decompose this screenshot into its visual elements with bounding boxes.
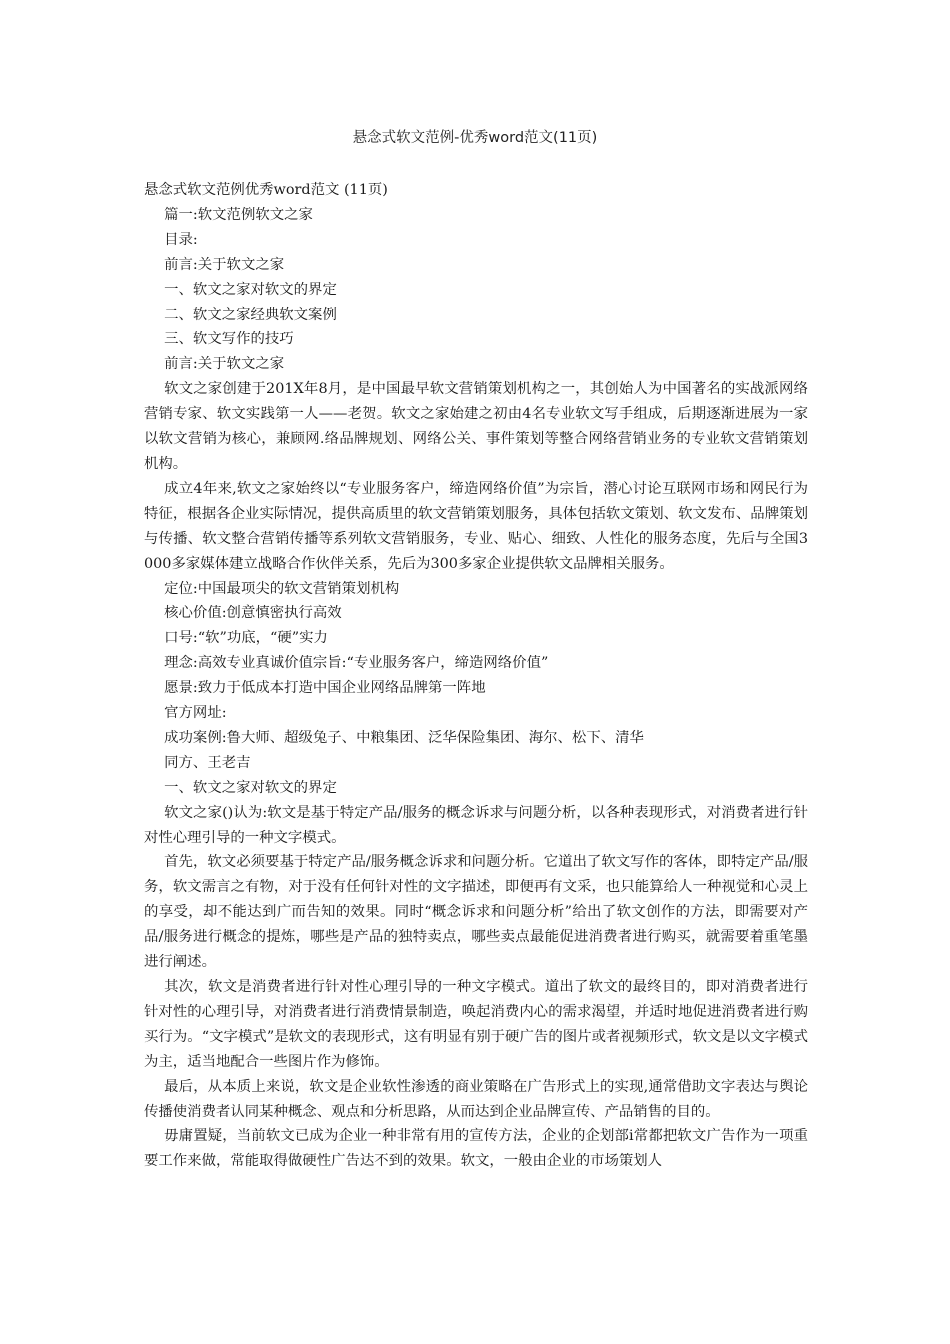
toc-item: 二、软文之家经典软文案例 [164, 306, 337, 323]
paragraph-toc-label: 目录: [164, 231, 198, 248]
paragraph-chapter: 篇一:软文范例软文之家 [164, 206, 313, 223]
paragraph: 成立4年来,软文之家始终以“专业服务客户，缔造网络价值”为宗旨，潜心讨论互联网市场和网民行为特征，根据各企业实际情况，提供高质里的软文营销策划服务，具体包括软文策划、软文发布、品牌策划与传播、软文整合营销传播等系列软文营销服务，专业、贴心、细致、人性化的服务态度，先后与全国3000多家媒体建立战略合作伙伴关系，先后为300多家企业提供软文品牌相关服务。 [144, 480, 808, 572]
section-heading: 一、软文之家对软文的界定 [164, 779, 337, 796]
paragraph: 毋庸置疑，当前软文已成为企业一种非常有用的宣传方法，企业的企划部i常都把软文广告作为一项重要工作来做，常能取得做硬性广告达不到的效果。软文，一般由企业的市场策划人 [144, 1128, 808, 1170]
paragraph: 同方、王老吉 [164, 754, 251, 771]
section-heading: 前言:关于软文之家 [164, 356, 285, 373]
paragraph: 口号:“软”功底，“硬”实力 [164, 630, 328, 647]
toc-item: 一、软文之家对软文的界定 [164, 281, 337, 298]
paragraph-heading: 悬念式软文范例优秀word范文 (11页) [144, 182, 388, 198]
toc-item: 前言:关于软文之家 [164, 256, 285, 273]
paragraph: 理念:高效专业真诚价值宗旨:“专业服务客户，缔造网络价值” [164, 655, 549, 672]
paragraph: 软文之家创建于201X年8月，是中国最早软文营销策划机构之一，其创始人为中国著名的实战派网络营销专家、软文实践第一人——老贺。软文之家始建之初由4名专业软文写手组成，后期逐渐进展为一家以软文营销为核心，兼顾网.络品牌规划、网络公关、事件策划等整合网络营销业务的专业软文营销策划机构。 [144, 381, 808, 472]
paragraph: 最后，从本质上来说，软文是企业软性渗透的商业策略在广告形式上的实现,通常借助文字表达与舆论传播使消费者认同某种概念、观点和分析思路，从而达到企业品牌宣传、产品销售的目的。 [144, 1078, 808, 1120]
document-title: 悬念式软文范例-优秀word范文(11页) [352, 130, 598, 146]
paragraph: 首先，软文必须要基于特定产品/服务概念诉求和问题分析。它道出了软文写作的客体，即特定产品/服务，软文需言之有物，对于没有任何针对性的文字描述，即便再有文采，也只能算给人一种视觉和心灵上的享受，却不能达到广而告知的效果。同时“概念诉求和问题分析”给出了软文创作的方法，即需要对产品/服务进行概念的提炼，哪些是产品的独特卖点，哪些卖点最能促进消费者进行购买，就需要着重笔墨进行阐述。 [144, 854, 808, 971]
toc-item: 三、软文写作的技巧 [164, 331, 294, 348]
document-body [144, 178, 808, 1174]
paragraph: 官方网址: [164, 705, 227, 722]
paragraph: 愿景:致力于低成本打造中国企业网络品牌第一阵地 [164, 680, 486, 697]
paragraph: 定位:中国最项尖的软文营销策划机构 [164, 580, 400, 597]
paragraph: 其次，软文是消费者进行针对性心理引导的一种文字模式。道出了软文的最终目的，即对消费者进行针对性的心理引导，对消费者进行消费情景制造，唤起消费内心的需求渴望，并适时地促进消费者进行购买行为。“文字模式”是软文的表现形式，这有明显有别于硬广告的图片或者视频形式，软文是以文字模式为主，适当地配合一些图片作为修饰。 [144, 979, 808, 1070]
paragraph: 成功案例:鲁大师、超级兔子、中粮集团、泛华保险集团、海尔、松下、清华 [164, 729, 644, 746]
paragraph: 软文之家()认为:软文是基于特定产品/服务的概念诉求与问题分析，以各种表现形式，对消费者进行针对性心理引导的一种文字模式。 [144, 804, 808, 846]
paragraph: 核心价值:创意慎密执行高效 [164, 605, 342, 622]
